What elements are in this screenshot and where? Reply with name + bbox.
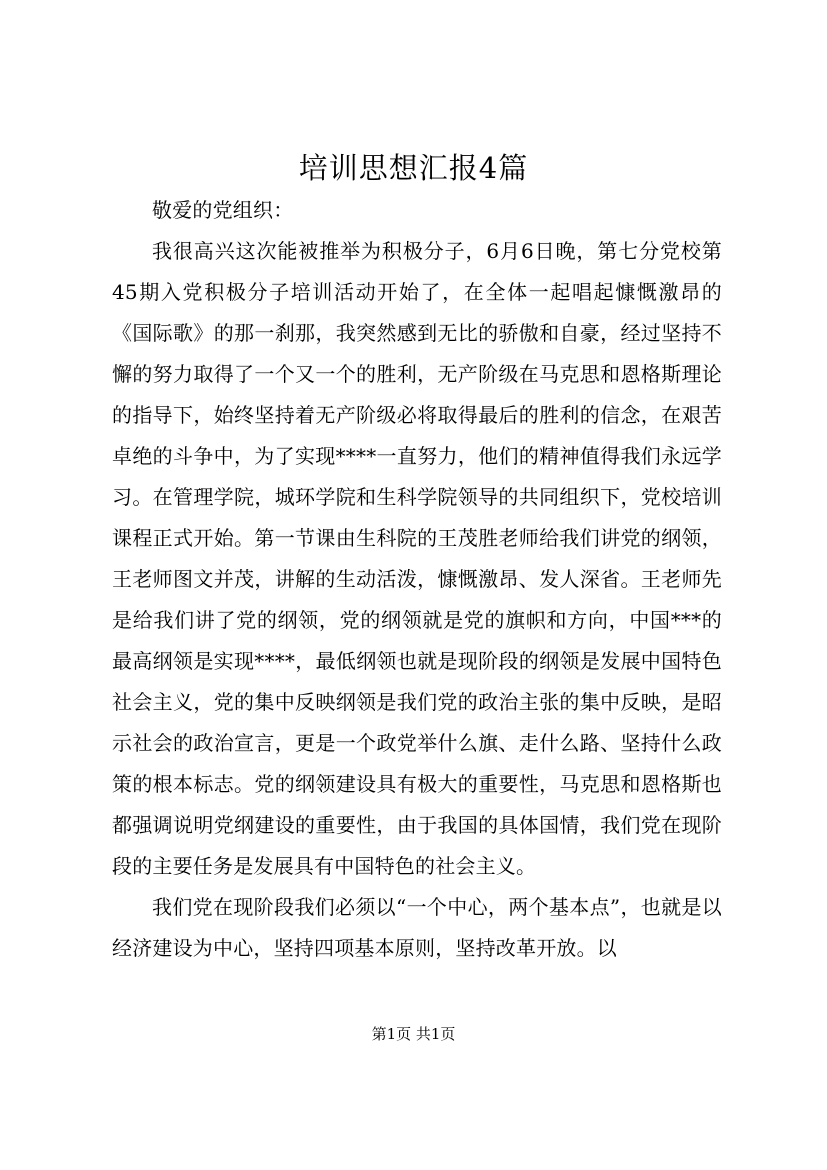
salutation: 敬爱的党组织： bbox=[152, 198, 294, 222]
page-footer: 第1页 共1页 bbox=[371, 1025, 456, 1043]
paragraph-2: 我们党在现阶段我们必须以“一个中心，两个基本点”，也就是以经济建设为中心，坚持四项基本原则，坚持改革开放。以 bbox=[112, 895, 722, 960]
document-title: 培训思想汇报4篇 bbox=[298, 151, 529, 185]
document-body bbox=[112, 190, 722, 969]
paragraph-1: 我很高兴这次能被推举为积极分子，6月6日晚，第七分党校第45期入党积极分子培训活动开始了，在全体一起唱起慷慨激昂的《国际歌》的那一刹那，我突然感到无比的骄傲和自豪，经过坚持不懈的努力取得了一个又一个的胜利，无产阶级在马克思和恩格斯理论的指导下，始终坚持着无产阶级必将取得最后的胜利的信念，在艰苦卓绝的斗争中，为了实现****一直努力，他们的精神值得我们永远学习。在管理学院，城环学院和生科学院领导的共同组织下，党校培训课程正式开始。第一节课由生科院的王茂胜老师给我们讲党的纲领，王老师图文并茂，讲解的生动活泼，慷慨激昂、发人深省。王老师先是给我们讲了党的纲领，党的纲领就是党的旗帜和方向，中国***的最高纲领是实现****，最低纲领也就是现阶段的纲领是发展中国特色社会主义，党的集中反映纲领是我们党的政治主张的集中反映，是昭示社会的政治宣言，更是一个政党举什么旗、走什么路、坚持什么政策的根本标志。党的纲领建设具有极大的重要性，马克思和恩格斯也都强调说明党纲建设的重要性，由于我国的具体国情，我们党在现阶段的主要任务是发展具有中国特色的社会主义。 bbox=[112, 239, 722, 878]
